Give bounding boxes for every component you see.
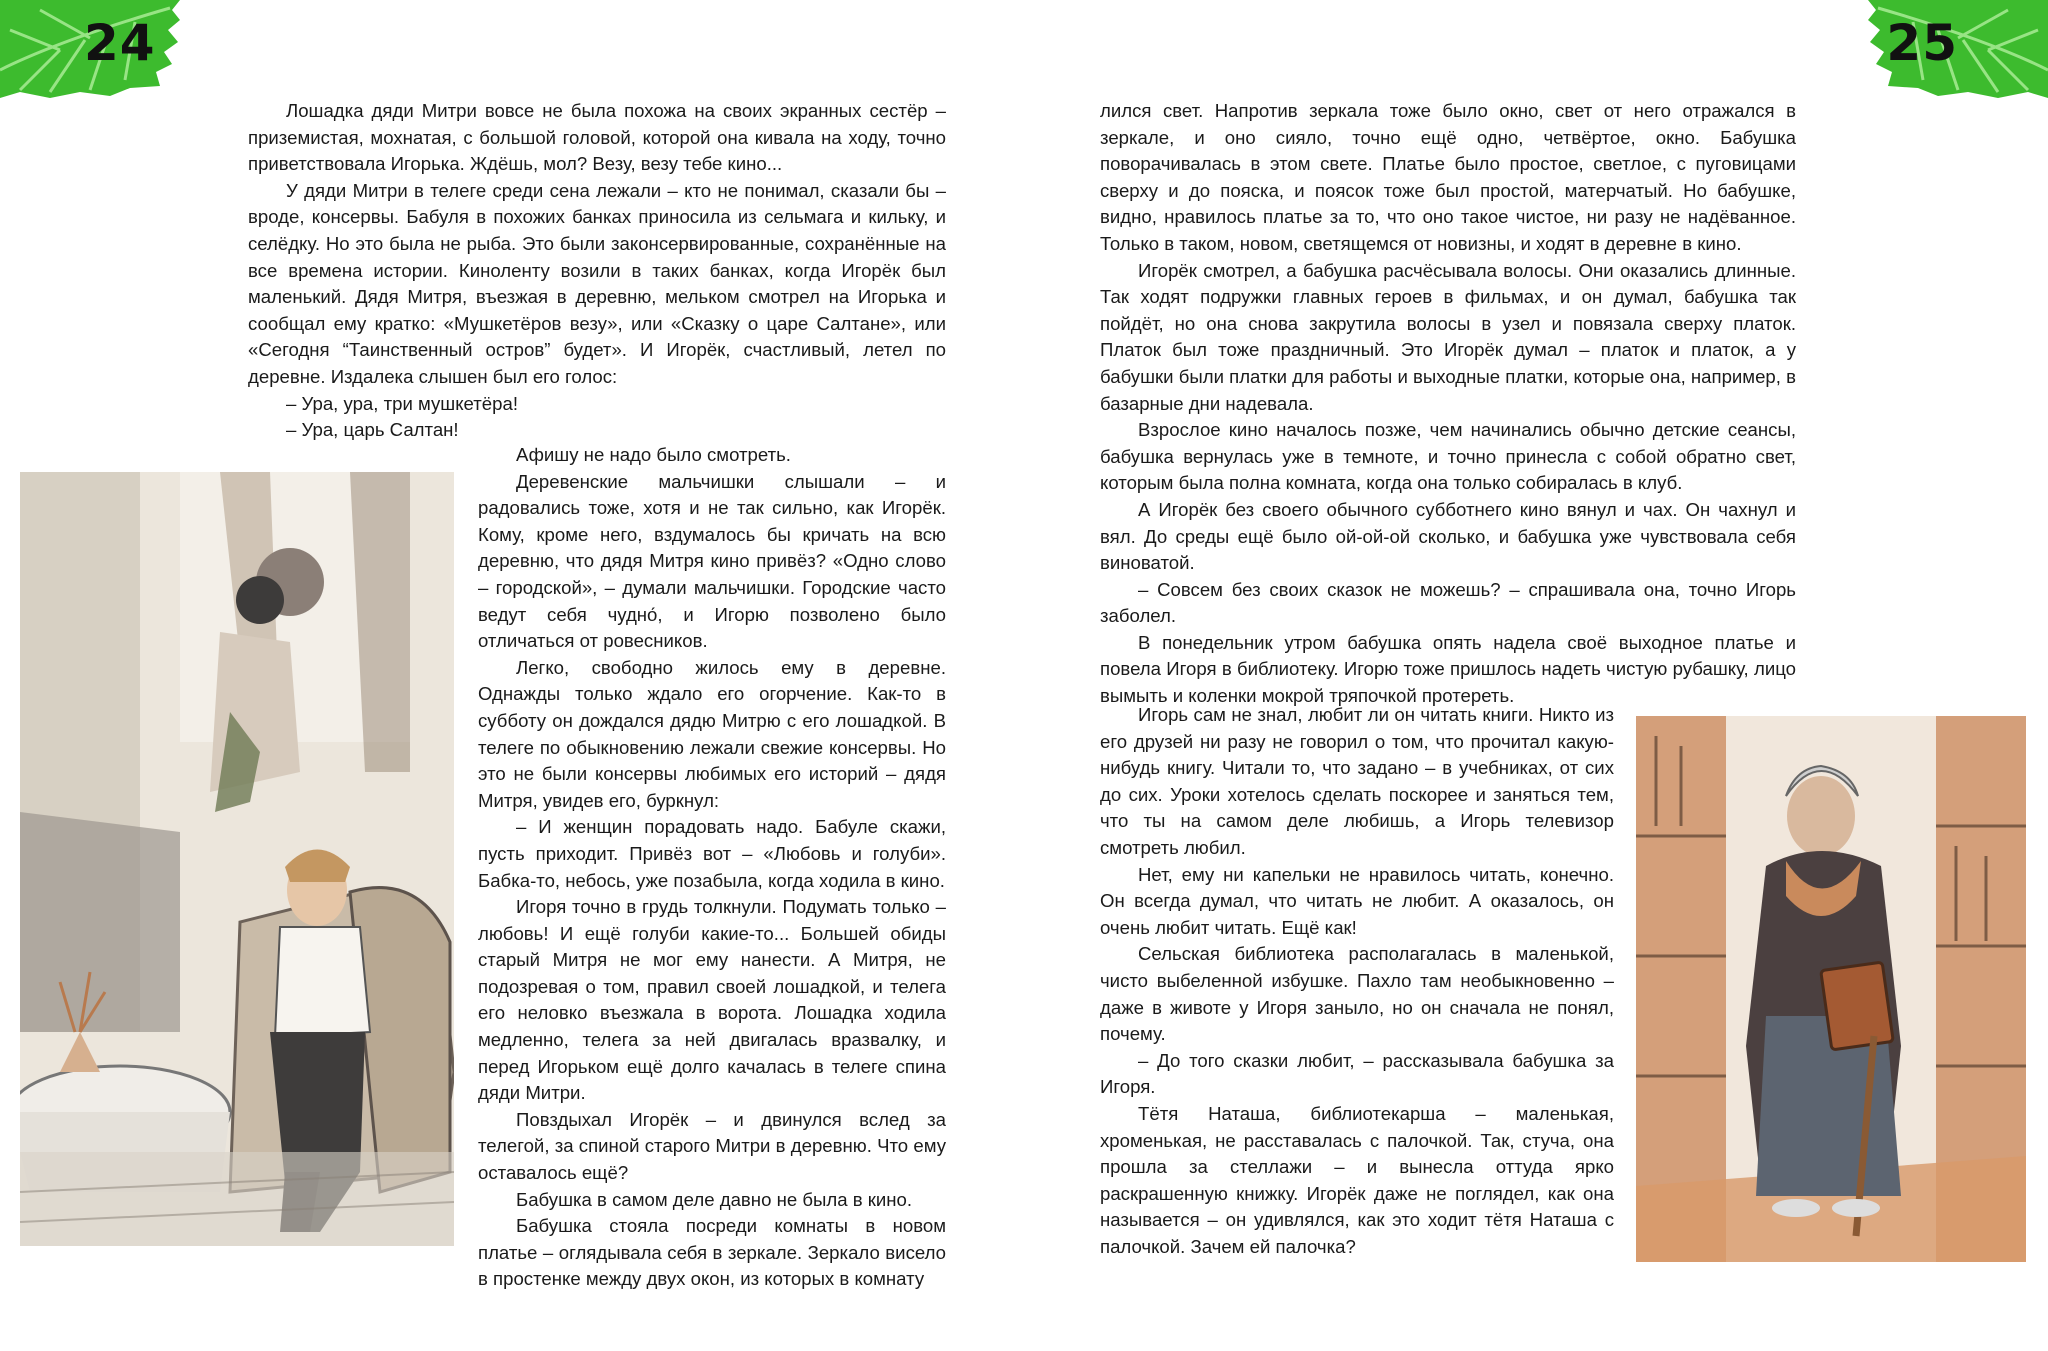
dialog-line: – И женщин порадовать надо. Бабуле скажи, пусть приходит. Привёз вот – «Любовь и голуби». Бабка-то, небось, уже позабыла, когда ходила в кино. [478,816,946,891]
paragraph: Сельская библиотека располагалась в маленькой, чисто выбеленной избушке. Пахло там необыкновенно – даже в животе у Игоря заныло, но он сначала не понял, почему. [1100,943,1614,1045]
paragraph: У дяди Митри в телеге среди сена лежали – кто не понимал, сказали бы – вроде, консервы. Бабуля в похожих банках приносила из сельмага и кильку, и селёдку. Но это была не рыба. Это были законсервированные, сохранённые на все времена истории. Киноленту возили в таких банках, когда Игорёк был маленький. Дядя Митря, въезжая в деревню, мельком смотрел на Игорька и сообщал ему кратко: «Мушкетёров везу», или «Сказку о царе Салтане», или «Сегодня “Таинственный остров” будет». И Игорёк, счастливый, летел по деревне. Издалека слышен был его голос: [248,179,946,387]
paragraph: Нет, ему ни капельки не нравилось читать, конечно. Он всегда думал, что читать не любит. А оказалось, он очень любит читать. Ещё как! [1100,863,1614,938]
left-page-top-text [248,98,946,444]
paragraph: Легко, свободно жилось ему в деревне. Однажды только ждало его огорчение. Как-то в субботу он дождался дядю Митрю с его лошадкой. В телеге по обыкновению лежали свежие консервы. Но это не были консервы любимых его историй – дядя Митря, увидев его, буркнул: [478,656,946,811]
page-number-right: 25 [1886,14,1958,72]
paragraph: Тётя Наташа, библиотекарша – маленькая, хроменькая, не расставалась с палочкой. Так, стуча, она прошла за стеллажи – и вынесла оттуда ярко раскрашенную книжку. Игорёк даже не поглядел, как она называется – он удивлялся, как это ходит тётя Наташа с палочкой. Зачем ей палочка? [1100,1102,1614,1257]
right-page-side-text [1100,702,1614,1260]
paragraph: Игоря точно в грудь толкнули. Подумать только – любовь! И ещё голуби какие-то... Большей обиды старый Митря не мог ему нанести. А Митря, не подозревая о том, правил своей лошадкой, и телега его неловко въезжала в ворота. Лошадка ходила медленно, телега за ней двигалась вразвалку, и перед Игорьком ещё долго качалась в телеге спина дяди Митри. [478,896,946,1104]
dialog-line: – Ура, царь Салтан! [286,419,459,441]
paragraph: Игорь сам не знал, любит ли он читать книги. Никто из его друзей ни разу не говорил о том, что прочитал какую-нибудь книгу. Читали то, что задано – в учебниках, от сих до сих. Уроки хотелось сделать поскорее и заняться тем, что ты на самом деле любишь, а Игорь телевизор смотреть любил. [1100,704,1614,858]
paragraph: Афишу не надо было смотреть. [516,444,791,465]
dialog-line: – Совсем без своих сказок не можешь? – спрашивала она, точно Игорь заболел. [1100,578,1796,627]
paragraph: Повздыхал Игорёк – и двинулся вслед за телегой, за спиной старого Митри в деревню. Что ему оставалось ещё? [478,1108,946,1184]
paragraph: Лошадка дяди Митри вовсе не была похожа на своих экранных сестёр – приземистая, мохнатая, с большой головой, которой она кивала на ходу, точно приветствовала Игорька. Ждёшь, мол? Везу, везу тебе кино... [248,100,946,175]
paragraph: Бабушка стояла посреди комнаты в новом платье – оглядывала себя в зеркале. Зеркало висело в простенке между двух окон, из которых в комнату [478,1215,946,1290]
illustration-boy-in-armchair [20,472,454,1246]
paragraph: А Игорёк без своего обычного субботнего кино вянул и чах. Он чахнул и вял. До среды ещё было ой-ой-ой сколько, и бабушка уже чувствовала себя виноватой. [1100,498,1796,574]
page-number-left: 24 [84,14,156,72]
right-page-top-text [1100,98,1796,710]
paragraph: Деревенские мальчишки слышали – и радовались тоже, хотя и не так сильно, как Игорёк. Кому, кроме него, вздумалось бы кричать на всю деревню, что дядя Митря кино привёз? «Одно слово – городской», – думали мальчишки. Городские часто ведут себя чудно́, и Игорю позволено было отличаться от ровесников. [478,470,946,652]
paragraph: Взрослое кино началось позже, чем начинались обычно детские сеансы, бабушка вернулась уже в темноте, и точно принесла с собой обратно свет, которым была полна комната, когда она только собиралась в клуб. [1100,419,1796,494]
paragraph: Игорёк смотрел, а бабушка расчёсывала волосы. Они оказались длинные. Так ходят подружки главных героев в фильмах, и он думал, бабушка так пойдёт, но она снова закрутила волосы в узел и повязала сверху платок. Платок был тоже праздничный. Это Игорёк думал – платок и платок, а у бабушки были платки для работы и выходные платки, которые она, например, в базарные дни надевала. [1100,259,1796,414]
paragraph: лился свет. Напротив зеркала тоже было окно, свет от него отражался в зеркале, и оно сияло, точно ещё одно, четвёртое, окно. Бабушка поворачивалась в этом свете. Платье было простое, светлое, с пуговицами сверху и до пояска, и поясок тоже был простой, матерчатый. Но бабушке, видно, нравилось платье за то, что оно такое чистое, ни разу не надёванное. Только в таком, новом, светящемся от новизны, и ходят в деревне в кино. [1100,100,1796,254]
paragraph: Бабушка в самом деле давно не была в кино. [516,1188,913,1210]
paragraph: В понедельник утром бабушка опять надела своё выходное платье и повела Игоря в библиотеку. Игорю тоже пришлось надеть чистую рубашку, лицо вымыть и коленки мокрой тряпочкой протереть. [1100,631,1796,707]
dialog-line: – Ура, ура, три мушкетёра! [286,392,518,414]
left-page-side-text [478,442,946,1293]
dialog-line: – До того сказки любит, – рассказывала бабушка за Игоря. [1100,1049,1614,1098]
illustration-grandmother-with-book [1636,716,2026,1262]
